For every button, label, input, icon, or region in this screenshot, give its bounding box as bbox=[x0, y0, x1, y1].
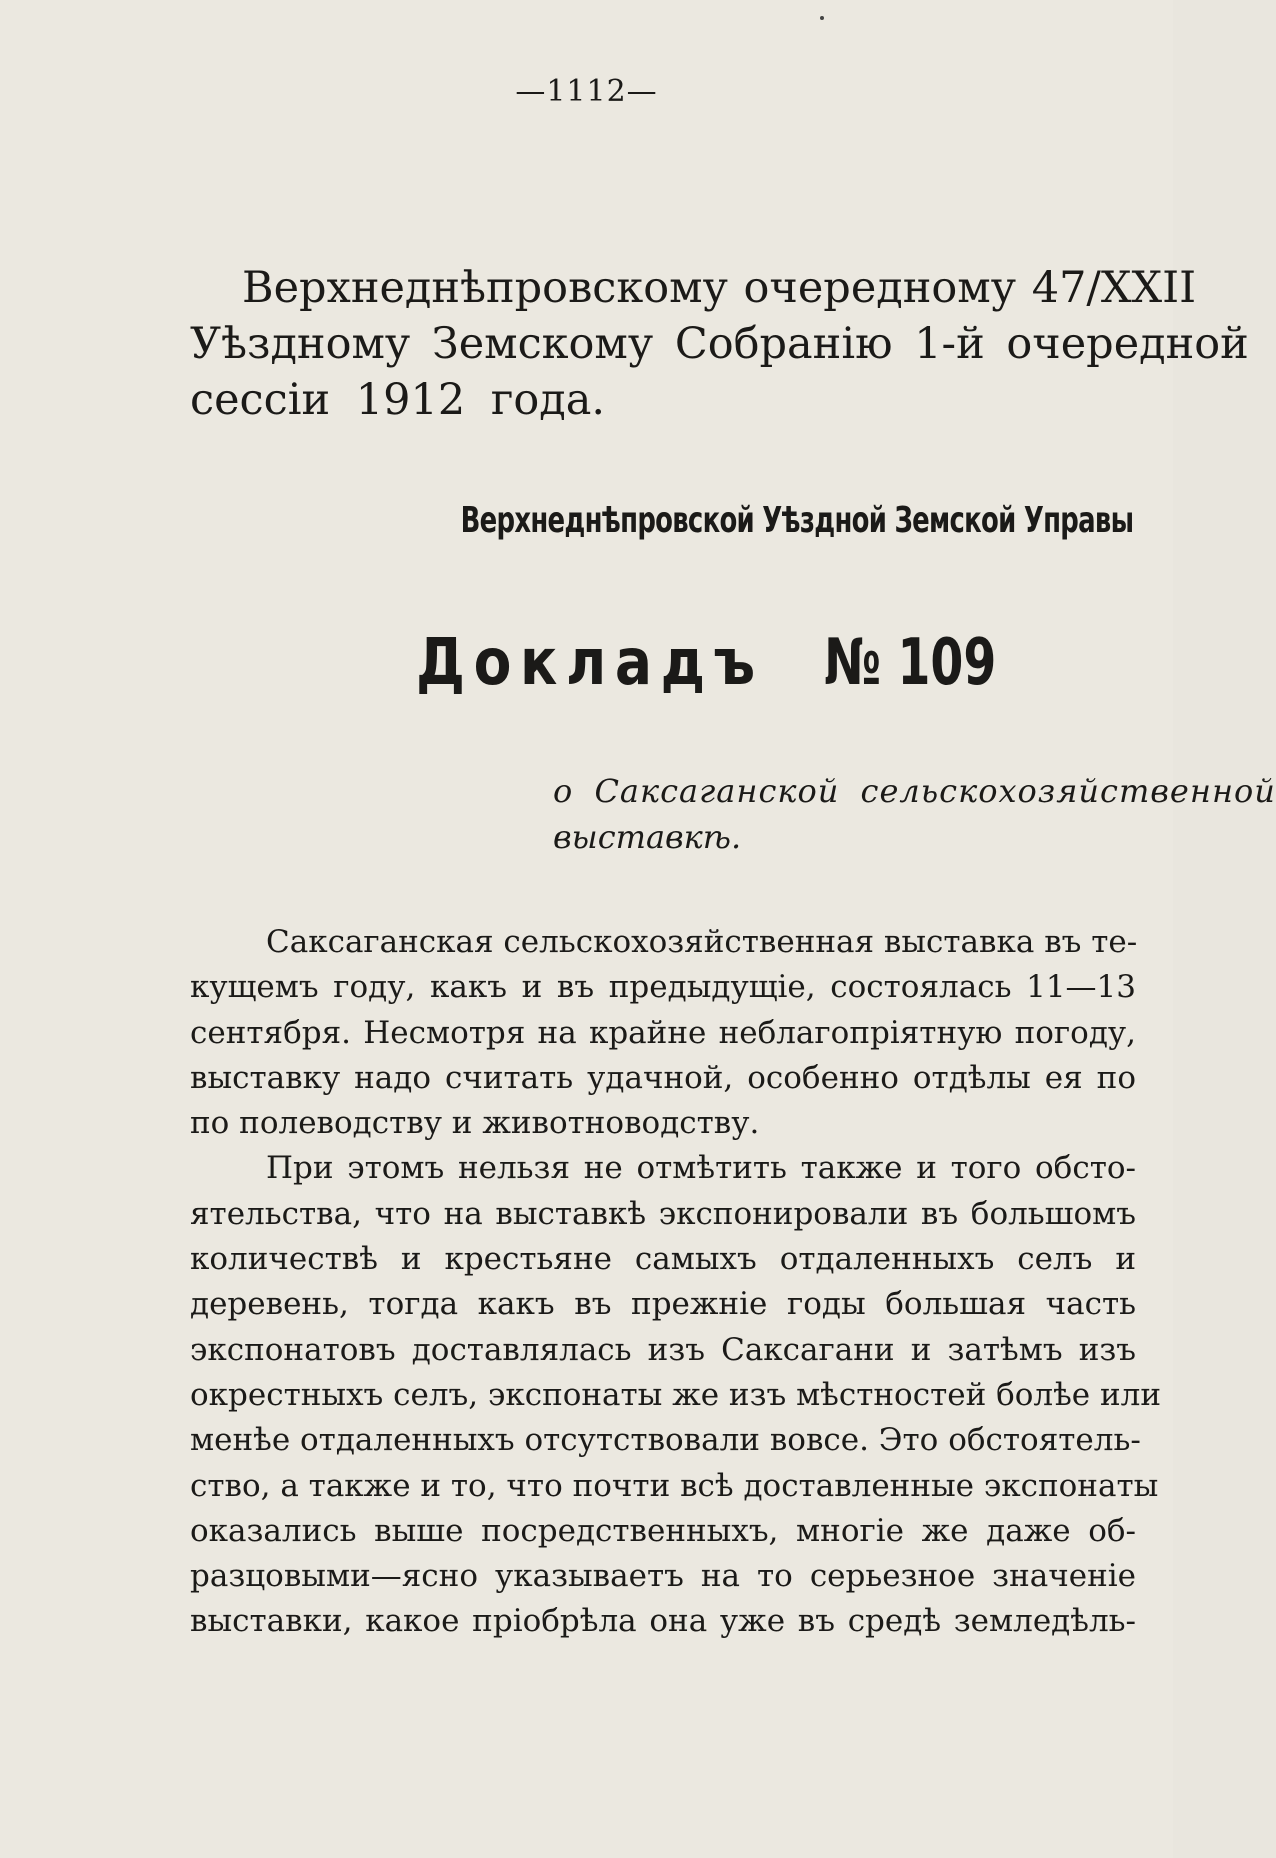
organization-heading: Верхнеднѣпровской Уѣздной Земской Управы bbox=[460, 500, 1133, 541]
text-line: выставку надо считать удачной, особенно отдѣлы ея по bbox=[190, 1059, 1136, 1096]
report-title bbox=[416, 626, 1057, 700]
report-subject bbox=[553, 768, 1276, 860]
report-word: Докладъ bbox=[415, 626, 764, 700]
address-line: Верхнеднѣпровскому очередному 47/XXII bbox=[242, 263, 1197, 313]
subject-line: выставкѣ. bbox=[553, 818, 742, 856]
text-line: экспонатовъ доставлялась изъ Саксагани и затѣмъ изъ bbox=[190, 1331, 1136, 1368]
text-line: менѣе отдаленныхъ отсутствовали вовсе. Это обстоятель- bbox=[190, 1422, 1141, 1459]
text-line: окрестныхъ селъ, экспонаты же изъ мѣстностей болѣе или bbox=[190, 1376, 1162, 1413]
text-line: оказались выше посредственныхъ, многіе же даже об- bbox=[190, 1512, 1136, 1549]
report-number: № 109 bbox=[824, 626, 997, 700]
text-line: по полеводству и животноводству. bbox=[190, 1105, 760, 1142]
text-line: выставки, какое пріобрѣла она уже въ средѣ земледѣль- bbox=[190, 1603, 1136, 1640]
text-line: количествѣ и крестьяне самыхъ отдаленныхъ селъ и bbox=[190, 1241, 1136, 1278]
paragraph bbox=[190, 1146, 1162, 1644]
address-line: сессіи 1912 года. bbox=[190, 375, 606, 425]
text-line: ятельства, что на выставкѣ экспонировали въ большомъ bbox=[190, 1195, 1136, 1232]
address-block bbox=[190, 260, 1249, 428]
paragraph bbox=[190, 920, 1136, 1146]
address-line: Уѣздному Земскому Собранію 1-й очередной bbox=[190, 319, 1249, 369]
page-number: —1112— bbox=[515, 74, 658, 109]
text-line: ство, а также и то, что почти всѣ доставленные экспонаты bbox=[190, 1467, 1159, 1504]
body-text bbox=[190, 920, 1162, 1645]
text-line: кущемъ году, какъ и въ предыдущіе, состоялась 11—13 bbox=[190, 969, 1136, 1006]
print-speck bbox=[820, 16, 824, 20]
text-line: сентября. Несмотря на крайне неблагопріятную погоду, bbox=[190, 1014, 1136, 1051]
text-line: Саксаганская сельскохозяйственная выставка въ те- bbox=[266, 924, 1138, 960]
subject-line: о Саксаганской сельскохозяйственной bbox=[553, 772, 1276, 810]
text-line: разцовыми—ясно указываетъ на то серьезное значеніе bbox=[190, 1558, 1136, 1595]
text-line: деревень, тогда какъ въ прежніе годы большая часть bbox=[190, 1286, 1136, 1323]
text-line: При этомъ нельзя не отмѣтить также и того обсто- bbox=[266, 1150, 1136, 1187]
